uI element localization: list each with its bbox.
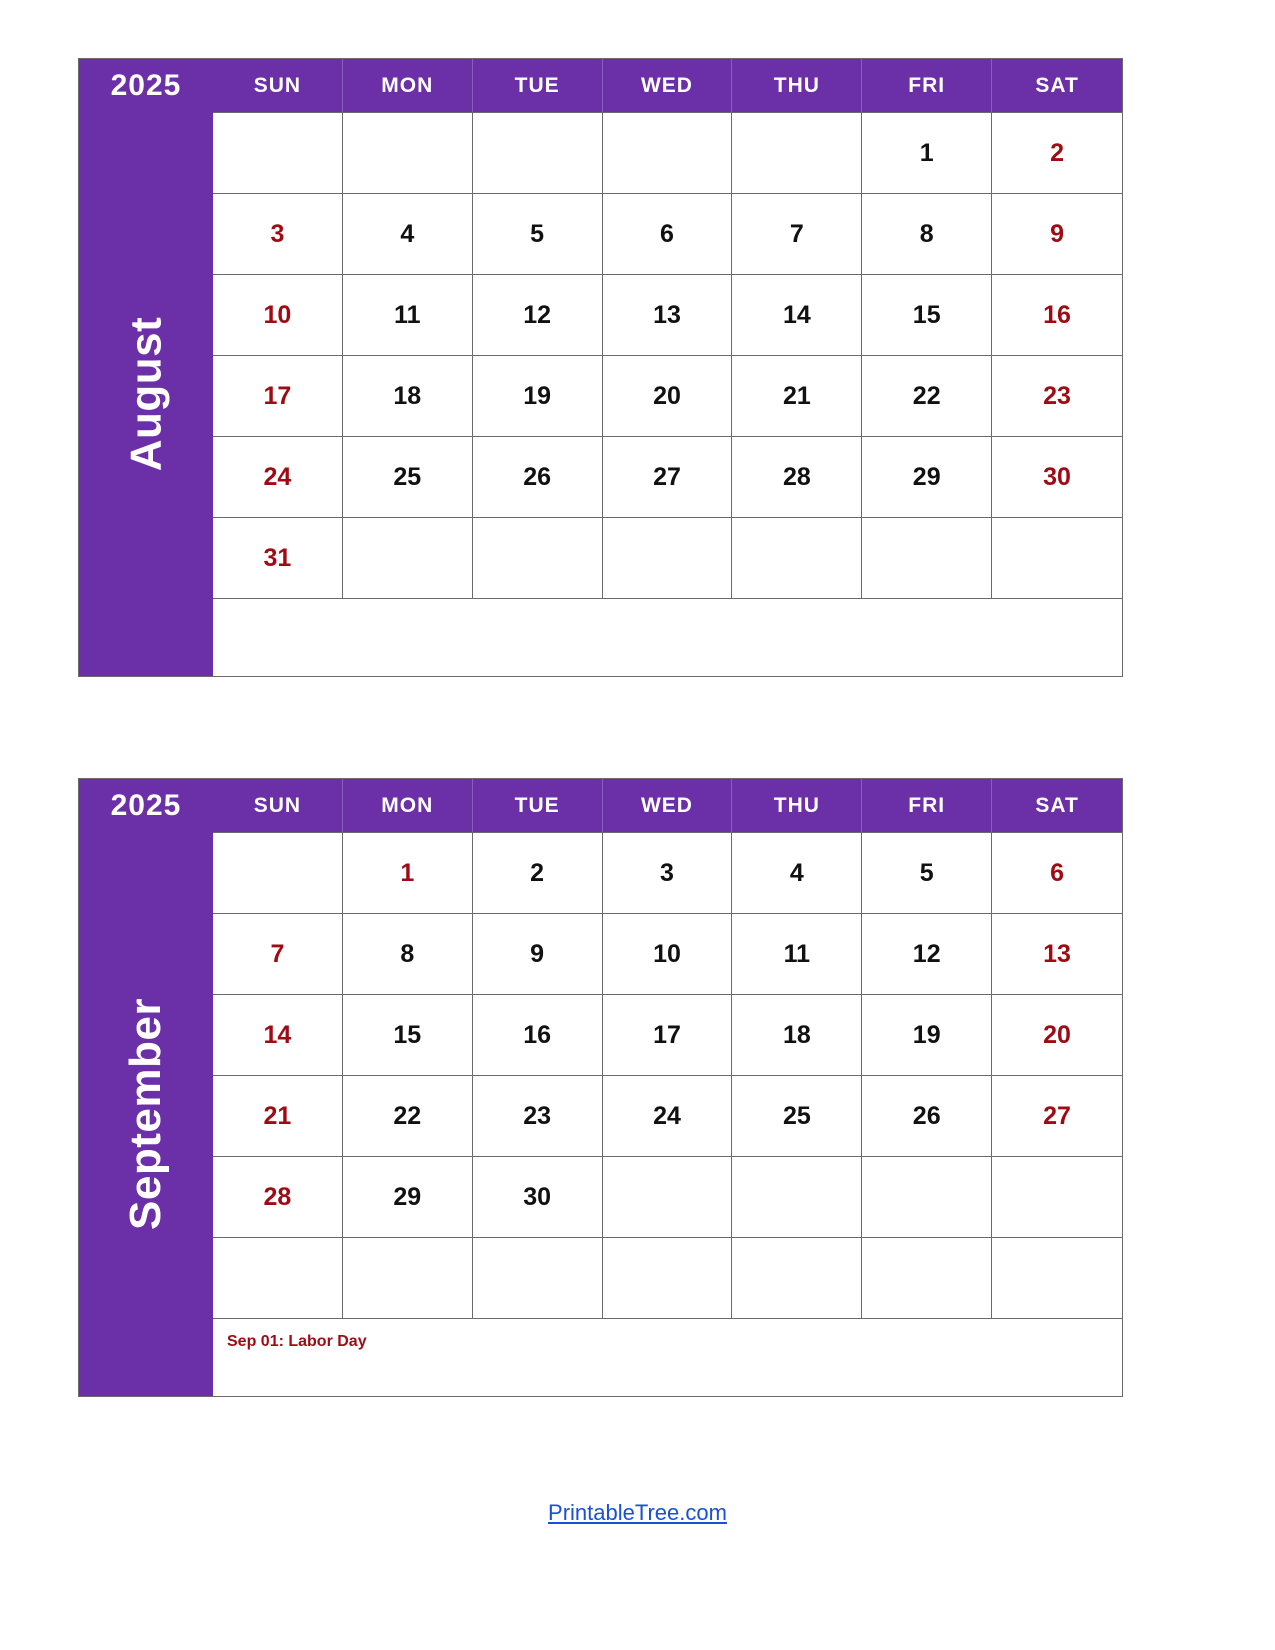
day-cell: 22 — [343, 1075, 473, 1156]
weekday-tue: TUE — [473, 59, 603, 112]
day-cell: 7 — [213, 913, 343, 994]
day-cell: 22 — [862, 355, 992, 436]
week-row — [213, 994, 1122, 1075]
weekday-wed: WED — [603, 59, 733, 112]
day-cell — [992, 517, 1122, 598]
week-row — [213, 1237, 1122, 1318]
day-cell: 17 — [213, 355, 343, 436]
day-cell: 12 — [862, 913, 992, 994]
weekday-sat: SAT — [1035, 793, 1079, 817]
day-cell: 11 — [343, 274, 473, 355]
week-row — [213, 355, 1122, 436]
day-cell — [473, 1237, 603, 1318]
day-cell: 13 — [603, 274, 733, 355]
day-cell — [992, 1156, 1122, 1237]
weekday-header-row-september — [213, 779, 1122, 832]
day-cell: 7 — [732, 193, 862, 274]
day-cell: 30 — [992, 436, 1122, 517]
day-cell: 6 — [603, 193, 733, 274]
day-cell: 9 — [992, 193, 1122, 274]
week-row — [213, 1075, 1122, 1156]
day-cell: 16 — [473, 994, 603, 1075]
year-label-august: 2025 — [110, 68, 182, 102]
day-cell: 10 — [213, 274, 343, 355]
day-cell: 13 — [992, 913, 1122, 994]
day-cell: 28 — [213, 1156, 343, 1237]
day-cell: 29 — [343, 1156, 473, 1237]
month-name-text-september: September — [121, 998, 171, 1230]
month-name-august — [79, 112, 213, 676]
calendar-september — [78, 778, 1123, 1397]
day-cell — [862, 1156, 992, 1237]
footer — [0, 1500, 1275, 1526]
day-cell — [603, 112, 733, 193]
holiday-note: Sep 01: Labor Day — [227, 1333, 367, 1350]
day-cell — [603, 1156, 733, 1237]
day-cell: 8 — [343, 913, 473, 994]
day-cell: 19 — [862, 994, 992, 1075]
year-label-september: 2025 — [110, 788, 182, 822]
day-cell: 14 — [213, 994, 343, 1075]
day-cell — [473, 517, 603, 598]
calendar-august — [78, 58, 1123, 677]
weekday-mon: MON — [343, 59, 473, 112]
weekday-mon: MON — [343, 779, 473, 832]
weekday-header-row-august — [213, 59, 1122, 112]
day-cell: 24 — [213, 436, 343, 517]
day-cell: 15 — [343, 994, 473, 1075]
day-cell — [732, 1237, 862, 1318]
day-cell: 29 — [862, 436, 992, 517]
weekday-sat: SAT — [1035, 73, 1079, 97]
day-cell: 24 — [603, 1075, 733, 1156]
day-cell: 31 — [213, 517, 343, 598]
day-cell — [603, 1237, 733, 1318]
day-cell: 17 — [603, 994, 733, 1075]
day-cell: 25 — [343, 436, 473, 517]
day-cell: 21 — [213, 1075, 343, 1156]
day-cell: 27 — [603, 436, 733, 517]
week-row — [213, 1156, 1122, 1237]
day-cell — [732, 517, 862, 598]
day-cell: 2 — [473, 832, 603, 913]
day-cell — [732, 112, 862, 193]
month-band-august — [79, 59, 213, 676]
day-cell: 30 — [473, 1156, 603, 1237]
day-cell — [213, 112, 343, 193]
day-cell: 28 — [732, 436, 862, 517]
weekday-fri: FRI — [862, 779, 992, 832]
week-row — [213, 274, 1122, 355]
day-cell: 6 — [992, 832, 1122, 913]
day-cell: 4 — [732, 832, 862, 913]
day-cell — [343, 1237, 473, 1318]
day-cell: 3 — [603, 832, 733, 913]
grid-august — [213, 59, 1122, 676]
week-row — [213, 112, 1122, 193]
day-cell: 4 — [343, 193, 473, 274]
day-cell: 19 — [473, 355, 603, 436]
week-row — [213, 913, 1122, 994]
weekday-sun: SUN — [213, 59, 343, 112]
notes-area-september — [213, 1318, 1122, 1396]
day-cell: 12 — [473, 274, 603, 355]
weekday-thu: THU — [732, 59, 862, 112]
day-cell: 25 — [732, 1075, 862, 1156]
weekday-thu: THU — [732, 779, 862, 832]
day-cell: 23 — [473, 1075, 603, 1156]
day-cell: 20 — [603, 355, 733, 436]
weekday-sun: SUN — [213, 779, 343, 832]
day-cell — [732, 1156, 862, 1237]
day-cell: 5 — [862, 832, 992, 913]
week-row — [213, 193, 1122, 274]
day-cell — [992, 1237, 1122, 1318]
day-cell: 15 — [862, 274, 992, 355]
day-cell: 8 — [862, 193, 992, 274]
month-name-text-august: August — [121, 316, 170, 472]
month-band-september — [79, 779, 213, 1396]
day-cell — [862, 517, 992, 598]
day-cell: 5 — [473, 193, 603, 274]
day-cell: 27 — [992, 1075, 1122, 1156]
day-cell: 3 — [213, 193, 343, 274]
day-cell: 1 — [862, 112, 992, 193]
notes-area-august — [213, 598, 1122, 676]
day-cell: 21 — [732, 355, 862, 436]
day-cell — [862, 1237, 992, 1318]
day-cell: 14 — [732, 274, 862, 355]
site-link[interactable]: PrintableTree.com — [548, 1500, 727, 1525]
weekday-wed: WED — [603, 779, 733, 832]
day-cell: 1 — [343, 832, 473, 913]
weekday-tue: TUE — [473, 779, 603, 832]
grid-september — [213, 779, 1122, 1396]
week-row — [213, 517, 1122, 598]
week-row — [213, 436, 1122, 517]
day-cell — [213, 1237, 343, 1318]
day-cell: 20 — [992, 994, 1122, 1075]
day-cell: 9 — [473, 913, 603, 994]
day-cell: 23 — [992, 355, 1122, 436]
day-cell: 18 — [732, 994, 862, 1075]
day-cell — [343, 112, 473, 193]
day-cell: 26 — [862, 1075, 992, 1156]
day-cell — [473, 112, 603, 193]
week-row — [213, 832, 1122, 913]
day-cell: 11 — [732, 913, 862, 994]
day-cell — [603, 517, 733, 598]
day-cell: 26 — [473, 436, 603, 517]
month-name-september — [79, 832, 213, 1396]
day-cell: 18 — [343, 355, 473, 436]
day-cell — [343, 517, 473, 598]
day-cell — [213, 832, 343, 913]
day-cell: 16 — [992, 274, 1122, 355]
day-cell: 10 — [603, 913, 733, 994]
day-cell: 2 — [992, 112, 1122, 193]
weekday-fri: FRI — [862, 59, 992, 112]
